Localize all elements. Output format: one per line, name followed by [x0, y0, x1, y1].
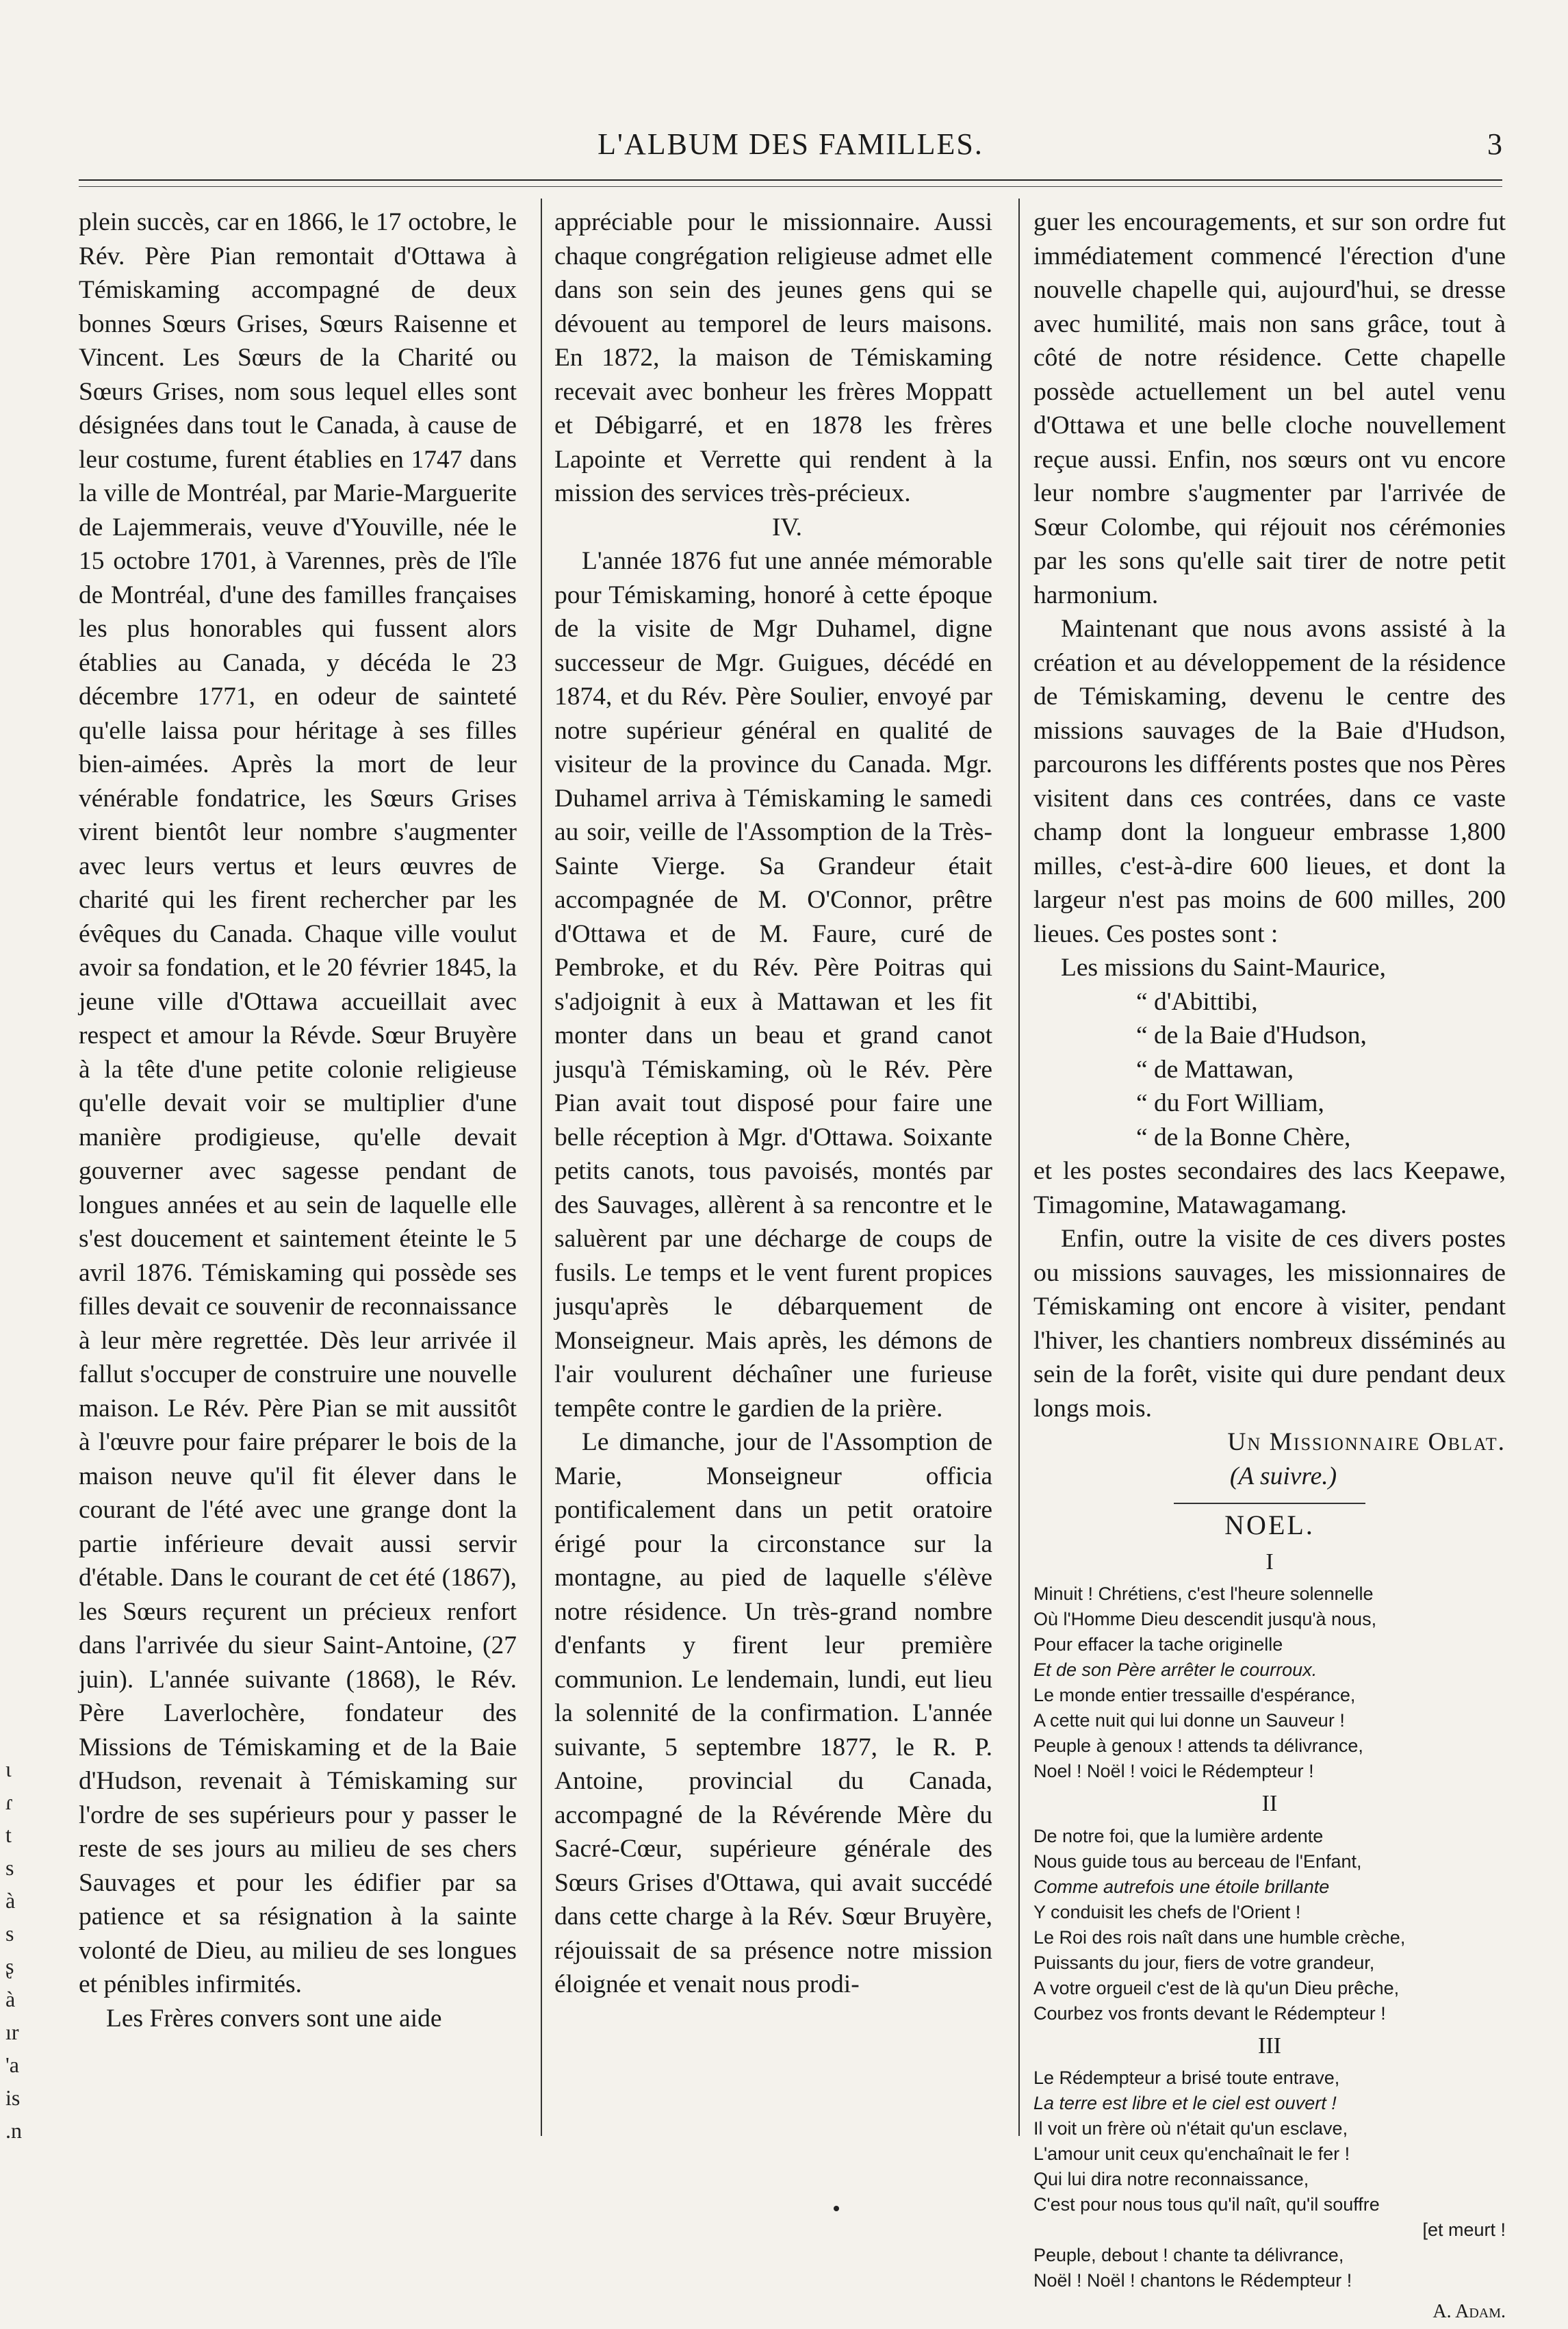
margin-letter: à: [5, 1987, 16, 2011]
poem-line: [et meurt !: [1422, 2219, 1506, 2240]
margin-letter: t: [5, 1822, 12, 1847]
paragraph: Enfin, outre la visite de ces divers postes ou missions sauvages, les missionnaires de Témiskaming ont encore à visiter, pendant l'hiver, les chantiers nombreux disséminés au sein de la forêt, visite qui dure pendant deux longs mois.: [1033, 1225, 1506, 1423]
page-number: 3: [1487, 127, 1502, 161]
list-item: “ du Fort William,: [1136, 1089, 1324, 1117]
stanza-number: III: [1258, 2033, 1281, 2059]
column-divider: [541, 199, 542, 2136]
header-rule-thin: [79, 186, 1502, 187]
column-divider: [1018, 199, 1020, 2136]
running-title: L'ALBUM DES FAMILLES.: [597, 127, 984, 161]
author-signature: Un Missionnaire Oblat.: [1227, 1428, 1506, 1456]
paragraph: Maintenant que nous avons assisté à la création et au développement de la résidence de Témiskaming, devenu le centre des missions sauvages de la Baie d'Hudson, parcourons les différents postes que nos Pères visitent dans ces contrées, dans ce vaste champ dont la longueur embrasse 1,800 milles, c'est-à-dire 600 lieues, et dont la largeur n'est pas moins de 600 milles, 200 lieues. Ces postes sont :: [1033, 615, 1506, 948]
poem-stanza-1: [1033, 1581, 1506, 1784]
poem-line: Puissants du jour, fiers de votre grandeur,: [1033, 1952, 1375, 1973]
poem-line: Nous guide tous au berceau de l'Enfant,: [1033, 1850, 1362, 1872]
header-rule: [79, 179, 1502, 181]
poem-line: A cette nuit qui lui donne un Sauveur !: [1033, 1710, 1345, 1731]
poem-line: De notre foi, que la lumière ardente: [1033, 1825, 1324, 1846]
to-be-continued: (A suivre.): [1229, 1462, 1337, 1490]
poem-line: Courbez vos fronts devant le Rédempteur !: [1033, 2002, 1386, 2024]
list-item: “ de la Baie d'Hudson,: [1136, 1021, 1367, 1049]
poem-line: Et de son Père arrêter le courroux.: [1033, 1659, 1318, 1680]
poem-line: Noël ! Noël ! chantons le Rédempteur !: [1033, 2270, 1352, 2291]
poem-line: Pour effacer la tache originelle: [1033, 1634, 1283, 1655]
ink-speck: [834, 2206, 839, 2211]
poem-line: Y conduisit les chefs de l'Orient !: [1033, 1901, 1301, 1922]
paragraph: Le dimanche, jour de l'Assomption de Marie, Monseigneur officia pontificalement dans un petit oratoire érigé pour la circonstance sur la montagne, au pied de laquelle s'élève notre résidence. Un très-grand nombre d'enfants y firent leur première communion. Le lendemain, lundi, eut lieu la solennité de la confirmation. L'année suivante, 5 septembre 1877, le R. P. Antoine, provincial du Canada, accompagné de la Révérende Mère du Sacré-Cœur, supérieure générale des Sœurs Grises d'Ottawa, qui avait succédé dans cette charge à la Rév. Sœur Bruyère, réjouissait de sa présence notre mission éloignée et venait nous prodi-: [554, 1428, 992, 1998]
paragraph: L'année 1876 fut une année mémorable pour Témiskaming, honoré à cette époque de la visite de Mgr Duhamel, digne successeur de Mgr. Guigues, décédé en 1874, et du Rév. Père Soulier, envoyé par notre supérieur général en qualité de visiteur de la province du Canada. Mgr. Duhamel arriva à Témiskaming le samedi au soir, veille de l'Assomption de la Très-Sainte Vierge. Sa Grandeur était accompagnée de M. O'Connor, prêtre d'Ottawa et de M. Faure, curé de Pembroke, et du Rév. Père Poitras qui s'adjoignit à eux à Mattawan et les fit monter dans un beau et grand canot jusqu'à Témiskaming, où le Rév. Père Pian avait tout disposé pour faire une belle réception à Mgr. d'Ottawa. Soixante petits canots, tous pavoisés, montés par des Sauvages, allèrent à sa rencontre et le saluèrent par une décharge de coups de fusils. Le temps et le vent furent propices jusqu'après le débarquement de Monseigneur. Mais après, les démons de l'air voulurent déchaîner une furieuse tempête contre le gardien de la prière.: [554, 547, 992, 1423]
poem-stanza-2: [1033, 1824, 1506, 2026]
margin-letter: .n: [5, 2118, 22, 2143]
column-3: [1033, 205, 1506, 2329]
paragraph: plein succès, car en 1866, le 17 octobre, le Rév. Père Pian remontait d'Ottawa à Témiskaming accompagné de deux bonnes Sœurs Grises, Sœurs Raisenne et Vincent. Les Sœurs de la Charité ou Sœurs Grises, nom sous lequel elles sont désignées dans tout le Canada, à cause de leur costume, furent établies en 1747 dans la ville de Montréal, par Marie-Marguerite de Lajemmerais, veuve d'Youville, née le 15 octobre 1701, à Varennes, près de l'île de Montréal, d'une des familles françaises les plus honorables qui fussent alors établies au Canada, y décéda le 23 décembre 1771, en odeur de sainteté qu'elle laissa pour héritage à ses filles bien-aimées. Après la mort de leur vénérable fondatrice, les Sœurs Grises virent bientôt leur nombre s'augmenter avec leurs vertus et leurs œuvres de charité qui les firent rechercher par les évêques du Canada. Chaque ville voulut avoir sa fondation, et le 20 février 1845, la jeune ville d'Ottawa accueillait avec respect et amour la Révde. Sœur Bruyère à la tête d'une petite colonie religieuse qu'elle devait voir se multiplier d'une manière prodigieuse, qu'elle devait gouverner avec sagesse pendant de longues années et au sein de laquelle elle s'est doucement et saintement éteinte le 5 avril 1876. Témiskaming qui possède ses filles devait ce souvenir de reconnaissance à leur mère regrettée. Dès leur arrivée il fallut s'occuper de construire une nouvelle maison. Le Rév. Père Pian se mit aussitôt à l'œuvre pour faire préparer le bois de la maison neuve qu'il fit élever dans le courant de l'été avec une grange dont la partie inférieure devait aussi servir d'étable. Dans le courant de cet été (1867), les Sœurs reçurent un précieux renfort dans l'arrivée du sieur Saint-Antoine, (27 juin). L'année suivante (1868), le Rév. Père Laverlochère, fondateur des Missions de Témiskaming et de la Baie d'Hudson, revenait à Témiskaming sur l'ordre de ses supérieurs pour y passer le reste de ses jours au milieu de ses chers Sauvages et pour les édifier par sa patience et sa résignation à la sainte volonté de Dieu, au milieu de ses longues et pénibles infirmités.: [79, 208, 517, 1998]
poem-line: L'amour unit ceux qu'enchaînait le fer !: [1033, 2143, 1350, 2164]
page-header: [79, 127, 1502, 168]
poem-line: Le Rédempteur a brisé toute entrave,: [1033, 2067, 1340, 2088]
margin-letter: is: [5, 2085, 21, 2110]
poem-line: Comme autrefois une étoile brillante: [1033, 1876, 1330, 1897]
poem-title: NOEL.: [1174, 1503, 1365, 1542]
poem-line: Qui lui dira notre reconnaissance,: [1033, 2169, 1309, 2189]
margin-letter: ʂ: [5, 1954, 14, 1978]
poem-line: Où l'Homme Dieu descendit jusqu'à nous,: [1033, 1609, 1377, 1629]
column-2: [554, 205, 992, 2002]
margin-letter: s: [5, 1855, 14, 1880]
margin-letter: s: [5, 1921, 14, 1946]
section-number: IV.: [771, 513, 803, 542]
poem-line: C'est pour nous tous qu'il naît, qu'il souffre: [1033, 2194, 1380, 2215]
margin-letter: ɾ: [5, 1790, 13, 1814]
list-item: Les missions du Saint-Maurice,: [1061, 954, 1386, 982]
margin-letter: ɩ: [5, 1757, 12, 1781]
poem-line: Peuple à genoux ! attends ta délivrance,: [1033, 1735, 1363, 1756]
margin-letter: à: [5, 1888, 16, 1913]
paragraph: appréciable pour le missionnaire. Aussi chaque congrégation religieuse admet elle dans son sein des jeunes gens qui se dévouent au temporel de leurs maisons. En 1872, la maison de Témiskaming recevait avec bonheur les frères Moppatt et Débigarré, et en 1878 les frères Lapointe et Verrette qui rendent à la mission des services très-précieux.: [554, 208, 992, 507]
poem-signature: A. Adam.: [1432, 2301, 1506, 2322]
mission-list: [1033, 951, 1506, 1154]
poem-line: Le Roi des rois naît dans une humble crèche,: [1033, 1926, 1406, 1948]
paragraph: Les Frères convers sont une aide: [106, 2004, 442, 2033]
poem-stanza-3: [1033, 2065, 1506, 2293]
list-item: “ de Mattawan,: [1136, 1055, 1294, 1084]
list-item: “ de la Bonne Chère,: [1136, 1123, 1351, 1151]
stanza-number: II: [1261, 1791, 1278, 1816]
margin-letter: ır: [5, 2020, 19, 2044]
list-item: “ d'Abittibi,: [1136, 987, 1258, 1016]
poem-line: A votre orgueil c'est de là qu'un Dieu prêche,: [1033, 1977, 1400, 1998]
poem-line: Le monde entier tressaille d'espérance,: [1033, 1685, 1356, 1705]
poem-line: Peuple, debout ! chante ta délivrance,: [1033, 2245, 1344, 2265]
poem-line: Il voit un frère où n'était qu'un esclave,: [1033, 2118, 1348, 2139]
poem-line: Noel ! Noël ! voici le Rédempteur !: [1033, 1761, 1314, 1781]
poem-line: La terre est libre et le ciel est ouvert !: [1033, 2093, 1337, 2113]
paragraph: guer les encouragements, et sur son ordre fut immédiatement commencé l'érection d'une nouvelle chapelle qui, aujourd'hui, se dresse avec humilité, mais non sans grâce, tout à côté de notre résidence. Cette chapelle possède actuellement un bel autel venu d'Ottawa et une belle cloche nouvellement reçue aussi. Enfin, nos sœurs ont vu encore leur nombre s'augmenter par l'arrivée de Sœur Colombe, qui réjouit nos cérémonies par les sons qu'elle sait tirer de notre petit harmonium.: [1033, 208, 1506, 609]
margin-letter: 'a: [5, 2052, 19, 2077]
stanza-number: I: [1265, 1549, 1274, 1575]
margin-bleed-text: [5, 1753, 33, 2147]
paragraph: et les postes secondaires des lacs Keepawe, Timagomine, Matawagamang.: [1033, 1157, 1506, 1219]
column-1: [79, 205, 517, 2035]
poem-line: Minuit ! Chrétiens, c'est l'heure solennelle: [1033, 1583, 1374, 1604]
